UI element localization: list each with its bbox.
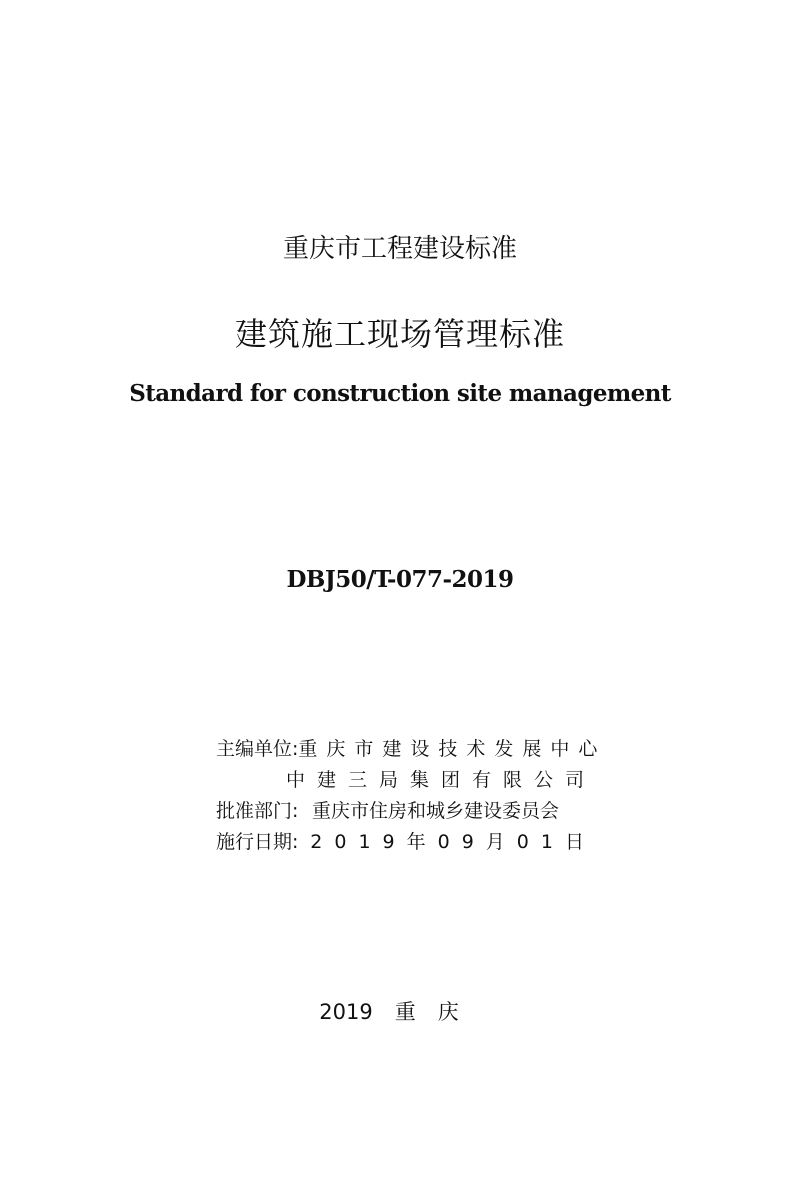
editor-row-2: [216, 763, 596, 794]
date-row: [216, 825, 596, 856]
editor-value-1: 重庆市建设技术发展中心: [298, 738, 607, 760]
date-value: 2019年09月01日: [310, 831, 596, 853]
english-title: Standard for construction site management: [129, 380, 671, 407]
publication-info: [216, 732, 607, 856]
editor-label: 主编单位:: [216, 738, 299, 760]
footer-year: 2019: [319, 1000, 373, 1024]
date-label: 施行日期:: [216, 831, 299, 853]
approver-value: 重庆市住房和城乡建设委员会: [312, 800, 560, 822]
approver-label: 批准部门:: [216, 800, 299, 822]
editor-value-2: 中建三局集团有限公司: [285, 769, 596, 791]
footer-city: 重庆: [394, 1000, 481, 1024]
editor-row: [216, 732, 607, 763]
page-title: 建筑施工现场管理标准: [234, 315, 565, 353]
standard-series: 重庆市工程建设标准: [282, 234, 517, 264]
approver-row: [216, 794, 596, 825]
publication-footer: [0, 996, 800, 1026]
standard-code: DBJ50/T-077-2019: [286, 566, 514, 593]
